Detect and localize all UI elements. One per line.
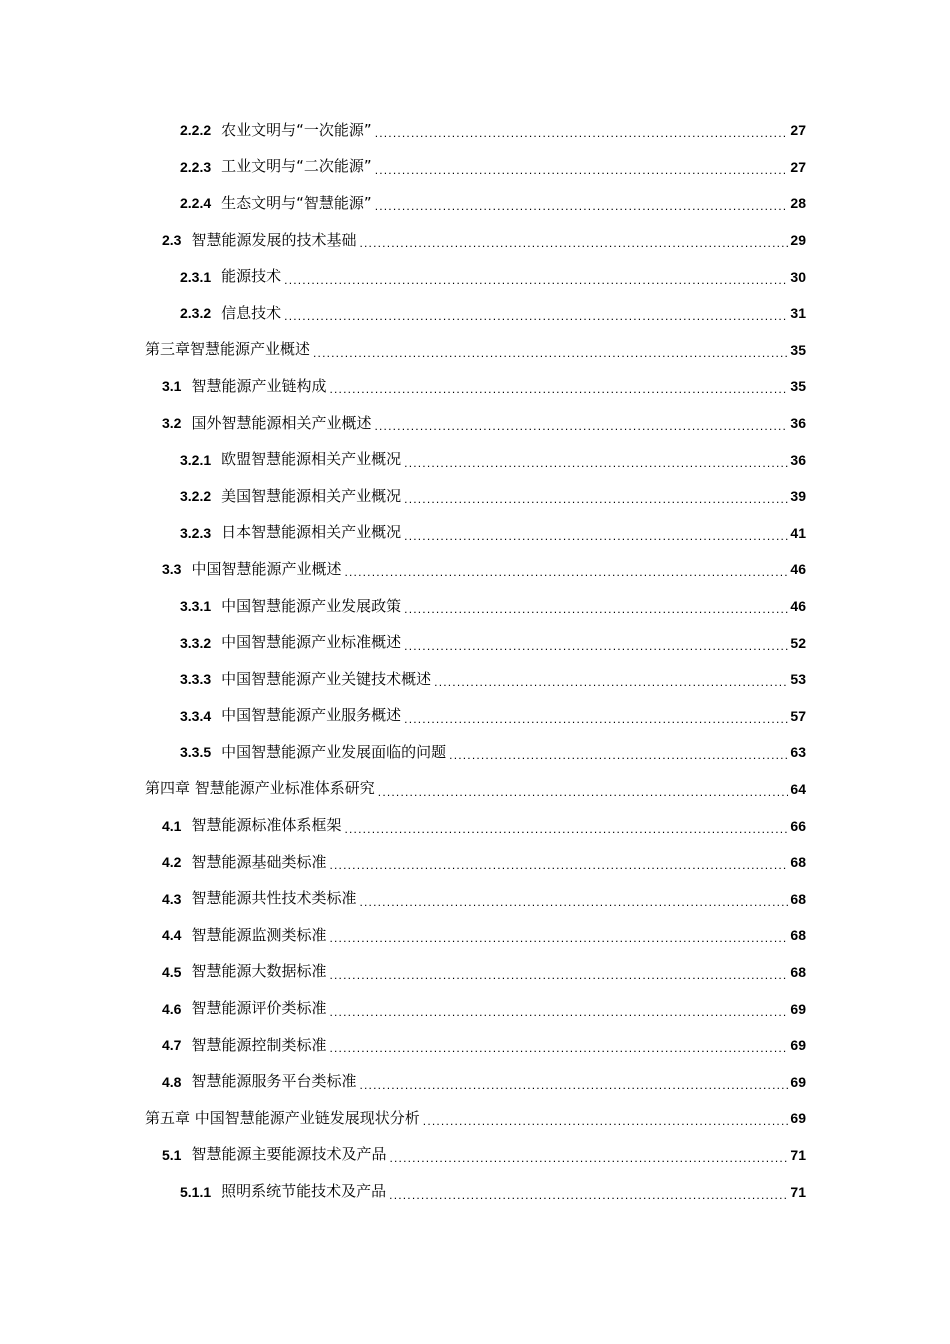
toc-entry[interactable] — [0, 880, 950, 917]
toc-dot-leader — [359, 896, 788, 908]
toc-entry-title: 中国智慧能源产业关键技术概述 — [221, 669, 432, 688]
toc-dot-leader — [284, 274, 788, 286]
toc-dot-leader — [329, 969, 788, 981]
toc-dot-leader — [313, 347, 788, 359]
toc-dot-leader — [374, 420, 788, 432]
toc-dot-leader — [375, 127, 788, 139]
toc-entry[interactable] — [0, 149, 950, 186]
toc-entry-number: 2.3.2 — [180, 305, 212, 322]
toc-entry-page-number: 27 — [790, 122, 806, 139]
toc-entry-number: 3.3.2 — [180, 634, 212, 651]
toc-entry-number: 4.6 — [162, 1000, 182, 1017]
toc-entry-number: 2.2.4 — [180, 195, 212, 212]
toc-entry[interactable] — [0, 990, 950, 1027]
toc-entry-number: 4.4 — [162, 927, 182, 944]
toc-entry-title: 第五章 中国智慧能源产业链发展现状分析 — [145, 1108, 420, 1127]
toc-entry-title: 智慧能源发展的技术基础 — [191, 230, 357, 249]
toc-entry[interactable] — [0, 1137, 950, 1174]
toc-entry-number: 4.8 — [162, 1073, 182, 1090]
toc-entry-title: 第四章 智慧能源产业标准体系研究 — [145, 779, 375, 798]
toc-entry-title: 中国智慧能源产业标准概述 — [221, 633, 402, 652]
toc-dot-leader — [434, 676, 788, 688]
toc-entry[interactable] — [0, 624, 950, 661]
toc-entry-page-number: 69 — [790, 1000, 806, 1017]
toc-dot-leader — [344, 823, 788, 835]
toc-entry[interactable] — [0, 844, 950, 881]
toc-entry[interactable] — [0, 515, 950, 552]
toc-entry-page-number: 68 — [790, 927, 806, 944]
toc-entry-page-number: 41 — [790, 524, 806, 541]
toc-entry[interactable] — [0, 1027, 950, 1064]
toc-entry-page-number: 63 — [790, 744, 806, 761]
toc-entry-title: 信息技术 — [221, 303, 282, 322]
toc-entry-title: 智慧能源控制类标准 — [191, 1035, 327, 1054]
toc-entry-number: 3.3 — [162, 561, 182, 578]
toc-dot-leader — [404, 457, 788, 469]
toc-entry-title: 智慧能源大数据标准 — [191, 962, 327, 981]
toc-entry-number: 2.2.2 — [180, 122, 212, 139]
toc-entry-page-number: 36 — [790, 415, 806, 432]
toc-entry-number: 3.2.3 — [180, 524, 212, 541]
toc-entry-title: 中国智慧能源产业概述 — [191, 559, 342, 578]
toc-entry-title: 智慧能源评价类标准 — [191, 999, 327, 1018]
toc-entry-page-number: 46 — [790, 598, 806, 615]
toc-entry-page-number: 36 — [790, 451, 806, 468]
toc-entry[interactable] — [0, 222, 950, 259]
toc-entry-page-number: 68 — [790, 963, 806, 980]
toc-dot-leader — [344, 566, 788, 578]
toc-entry-page-number: 68 — [790, 890, 806, 907]
toc-dot-leader — [375, 164, 788, 176]
toc-entry[interactable] — [0, 661, 950, 698]
toc-entry[interactable] — [0, 551, 950, 588]
toc-dot-leader — [375, 200, 788, 212]
toc-entry[interactable] — [0, 405, 950, 442]
toc-entry-number: 3.2.2 — [180, 488, 212, 505]
toc-entry[interactable] — [0, 807, 950, 844]
toc-entry-page-number: 68 — [790, 854, 806, 871]
toc-entry-title: 国外智慧能源相关产业概述 — [191, 413, 372, 432]
toc-entry-page-number: 57 — [790, 707, 806, 724]
toc-dot-leader — [284, 310, 788, 322]
toc-entry-number: 3.3.5 — [180, 744, 212, 761]
toc-entry[interactable] — [0, 954, 950, 991]
toc-entry[interactable] — [0, 368, 950, 405]
toc-entry-title: 中国智慧能源产业发展政策 — [221, 596, 402, 615]
toc-entry-title: 生态文明与“智慧能源” — [221, 193, 372, 212]
toc-dot-leader — [359, 1079, 788, 1091]
toc-dot-leader — [423, 1115, 788, 1127]
toc-entry-title: 智慧能源主要能源技术及产品 — [191, 1145, 387, 1164]
toc-entry[interactable] — [0, 1100, 950, 1137]
toc-entry-page-number: 30 — [790, 268, 806, 285]
toc-entry-title: 欧盟智慧能源相关产业概况 — [221, 450, 402, 469]
toc-dot-leader — [404, 713, 788, 725]
toc-entry-number: 4.1 — [162, 817, 182, 834]
toc-entry-title: 美国智慧能源相关产业概况 — [221, 486, 402, 505]
toc-dot-leader — [329, 1006, 788, 1018]
toc-entry[interactable] — [0, 588, 950, 625]
toc-entry-title: 日本智慧能源相关产业概况 — [221, 523, 402, 542]
toc-dot-leader — [329, 932, 788, 944]
toc-dot-leader — [329, 1042, 788, 1054]
toc-entry-number: 2.3.1 — [180, 268, 212, 285]
toc-entry-page-number: 66 — [790, 817, 806, 834]
toc-entry[interactable] — [0, 478, 950, 515]
toc-entry-title: 智慧能源服务平台类标准 — [191, 1072, 357, 1091]
toc-entry-page-number: 35 — [790, 378, 806, 395]
toc-entry-title: 智慧能源共性技术类标准 — [191, 889, 357, 908]
toc-entry-title: 中国智慧能源产业服务概述 — [221, 706, 402, 725]
toc-entry-page-number: 35 — [790, 341, 806, 358]
toc-entry[interactable] — [0, 1063, 950, 1100]
toc-dot-leader — [389, 1152, 788, 1164]
table-of-contents — [0, 112, 950, 1210]
toc-entry-number: 3.3.1 — [180, 598, 212, 615]
toc-entry-title: 智慧能源标准体系框架 — [191, 816, 342, 835]
toc-entry-page-number: 28 — [790, 195, 806, 212]
toc-entry[interactable] — [0, 917, 950, 954]
toc-entry-number: 2.3 — [162, 232, 182, 249]
toc-entry-page-number: 69 — [790, 1110, 806, 1127]
toc-entry[interactable] — [0, 112, 950, 149]
toc-entry-page-number: 29 — [790, 232, 806, 249]
toc-dot-leader — [329, 859, 788, 871]
toc-dot-leader — [449, 749, 788, 761]
toc-entry-title: 智慧能源产业链构成 — [191, 376, 327, 395]
toc-entry-page-number: 69 — [790, 1037, 806, 1054]
toc-dot-leader — [404, 530, 788, 542]
toc-entry-page-number: 27 — [790, 158, 806, 175]
toc-entry-title: 照明系统节能技术及产品 — [221, 1182, 387, 1201]
toc-entry-title: 智慧能源基础类标准 — [191, 852, 327, 871]
toc-dot-leader — [359, 237, 788, 249]
toc-entry-page-number: 31 — [790, 305, 806, 322]
toc-entry-title: 智慧能源监测类标准 — [191, 925, 327, 944]
toc-entry-number: 4.2 — [162, 854, 182, 871]
toc-entry-number: 3.1 — [162, 378, 182, 395]
toc-entry-number: 5.1 — [162, 1146, 182, 1163]
toc-entry-title: 能源技术 — [221, 267, 282, 286]
toc-entry[interactable] — [0, 771, 950, 808]
toc-dot-leader — [404, 640, 788, 652]
toc-entry-number: 3.3.3 — [180, 671, 212, 688]
toc-entry-page-number: 71 — [790, 1146, 806, 1163]
toc-entry-number: 4.7 — [162, 1037, 182, 1054]
toc-entry-number: 3.2 — [162, 415, 182, 432]
toc-entry[interactable] — [0, 734, 950, 771]
toc-entry-page-number: 52 — [790, 634, 806, 651]
toc-dot-leader — [378, 786, 788, 798]
toc-entry-number: 3.2.1 — [180, 451, 212, 468]
toc-entry-page-number: 71 — [790, 1183, 806, 1200]
toc-entry-page-number: 46 — [790, 561, 806, 578]
toc-entry[interactable] — [0, 258, 950, 295]
toc-entry-page-number: 64 — [790, 780, 806, 797]
toc-entry-number: 2.2.3 — [180, 158, 212, 175]
toc-entry-title: 中国智慧能源产业发展面临的问题 — [221, 742, 447, 761]
toc-entry-page-number: 53 — [790, 671, 806, 688]
toc-entry-number: 4.5 — [162, 963, 182, 980]
toc-entry[interactable] — [0, 332, 950, 369]
toc-entry[interactable] — [0, 441, 950, 478]
toc-entry[interactable] — [0, 698, 950, 735]
toc-entry-title: 工业文明与“二次能源” — [221, 157, 372, 176]
toc-dot-leader — [404, 493, 788, 505]
toc-dot-leader — [389, 1189, 788, 1201]
toc-entry-number: 4.3 — [162, 890, 182, 907]
toc-dot-leader — [329, 383, 788, 395]
toc-entry[interactable] — [0, 295, 950, 332]
toc-dot-leader — [404, 603, 788, 615]
toc-entry-title: 农业文明与“一次能源” — [221, 120, 372, 139]
toc-entry-page-number: 39 — [790, 488, 806, 505]
toc-entry-number: 3.3.4 — [180, 707, 212, 724]
toc-entry-number: 5.1.1 — [180, 1183, 212, 1200]
toc-entry-title: 第三章智慧能源产业概述 — [145, 340, 311, 359]
toc-entry-page-number: 69 — [790, 1073, 806, 1090]
toc-entry[interactable] — [0, 185, 950, 222]
toc-entry[interactable] — [0, 1173, 950, 1210]
